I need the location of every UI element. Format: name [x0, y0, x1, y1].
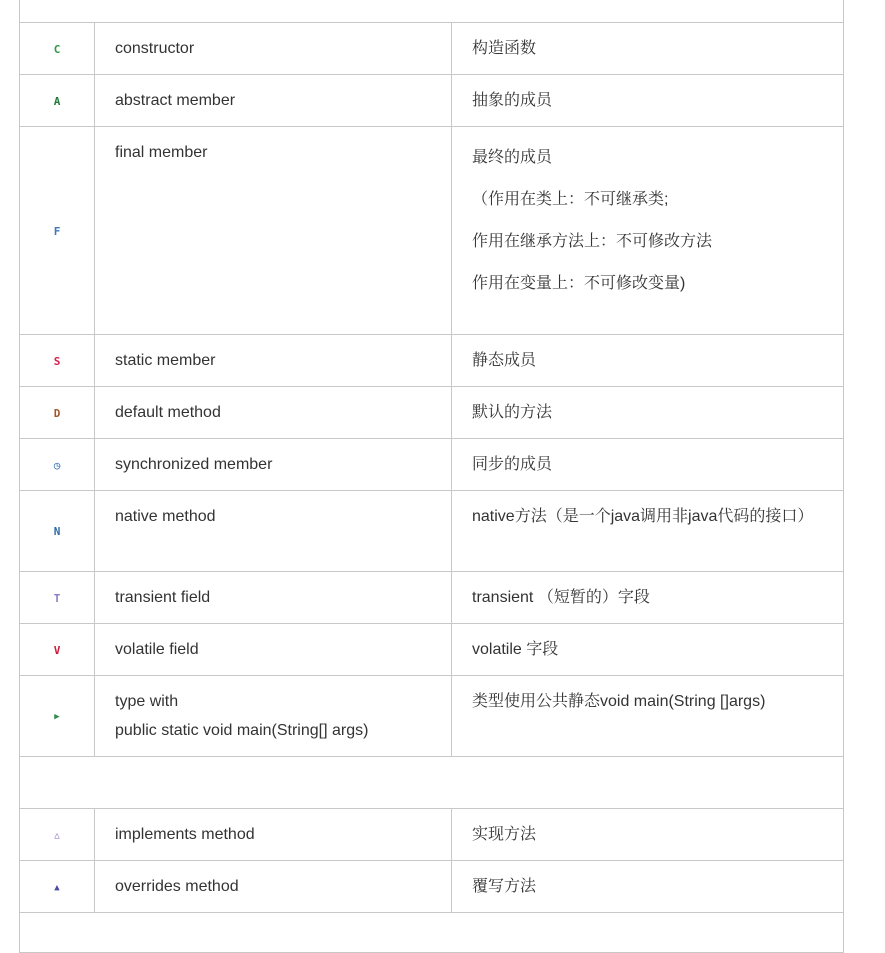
chinese-cell: 类型使用公共静态void main(String []args)	[452, 676, 844, 757]
table-row	[20, 127, 844, 335]
english-cell: native method	[95, 491, 452, 572]
table-row	[20, 75, 844, 127]
volatile-icon: V	[53, 643, 61, 657]
overrides-icon: ▲	[54, 882, 60, 893]
chinese-cell: 覆写方法	[452, 861, 844, 913]
empty-row	[20, 0, 844, 23]
native-icon: N	[53, 525, 61, 538]
constructor-icon: C	[53, 42, 61, 56]
text-line: 最终的成员	[472, 149, 553, 166]
text-line: 作用在继承方法上：不可修改方法	[472, 233, 713, 250]
main-method-icon: ▶	[54, 712, 60, 722]
chinese-cell: 抽象的成员	[452, 75, 844, 127]
table-row	[20, 624, 844, 676]
static-icon: S	[53, 354, 61, 368]
english-cell: overrides method	[95, 861, 452, 913]
abstract-icon: A	[53, 94, 61, 108]
chinese-cell: 默认的方法	[452, 387, 844, 439]
table-row	[20, 439, 844, 491]
chinese-cell: transient （短暂的）字段	[452, 572, 844, 624]
english-cell: implements method	[95, 809, 452, 861]
synchronized-icon: ◷	[53, 458, 61, 472]
default-icon: D	[53, 406, 61, 420]
chinese-cell: 同步的成员	[452, 439, 844, 491]
text-line: type with	[115, 693, 179, 710]
chinese-cell: volatile 字段	[452, 624, 844, 676]
table-row	[20, 676, 844, 757]
english-cell: synchronized member	[95, 439, 452, 491]
chinese-cell: 静态成员	[452, 335, 844, 387]
english-cell	[95, 676, 452, 757]
icon-legend-table	[19, 0, 844, 953]
text-line: （作用在类上：不可继承类;	[472, 191, 669, 208]
chinese-cell	[452, 127, 844, 335]
table-row	[20, 809, 844, 861]
table-row	[20, 491, 844, 572]
transient-icon: T	[53, 591, 61, 605]
chinese-cell: 构造函数	[452, 23, 844, 75]
chinese-cell: native方法（是一个java调用非java代码的接口）	[452, 491, 844, 572]
english-cell: default method	[95, 387, 452, 439]
chinese-cell: 实现方法	[452, 809, 844, 861]
table-row	[20, 861, 844, 913]
empty-row	[20, 913, 844, 953]
english-cell: static member	[95, 335, 452, 387]
table-row	[20, 335, 844, 387]
english-cell: transient field	[95, 572, 452, 624]
table-row	[20, 387, 844, 439]
implements-icon: △	[54, 830, 60, 841]
english-cell: constructor	[95, 23, 452, 75]
table-row	[20, 23, 844, 75]
final-icon: F	[53, 224, 61, 238]
table-row	[20, 572, 844, 624]
text-line: 作用在变量上：不可修改变量)	[472, 275, 686, 292]
text-line: public static void main(String[] args)	[115, 722, 369, 739]
english-cell: abstract member	[95, 75, 452, 127]
empty-row	[20, 757, 844, 809]
english-cell: volatile field	[95, 624, 452, 676]
english-cell: final member	[95, 127, 452, 335]
